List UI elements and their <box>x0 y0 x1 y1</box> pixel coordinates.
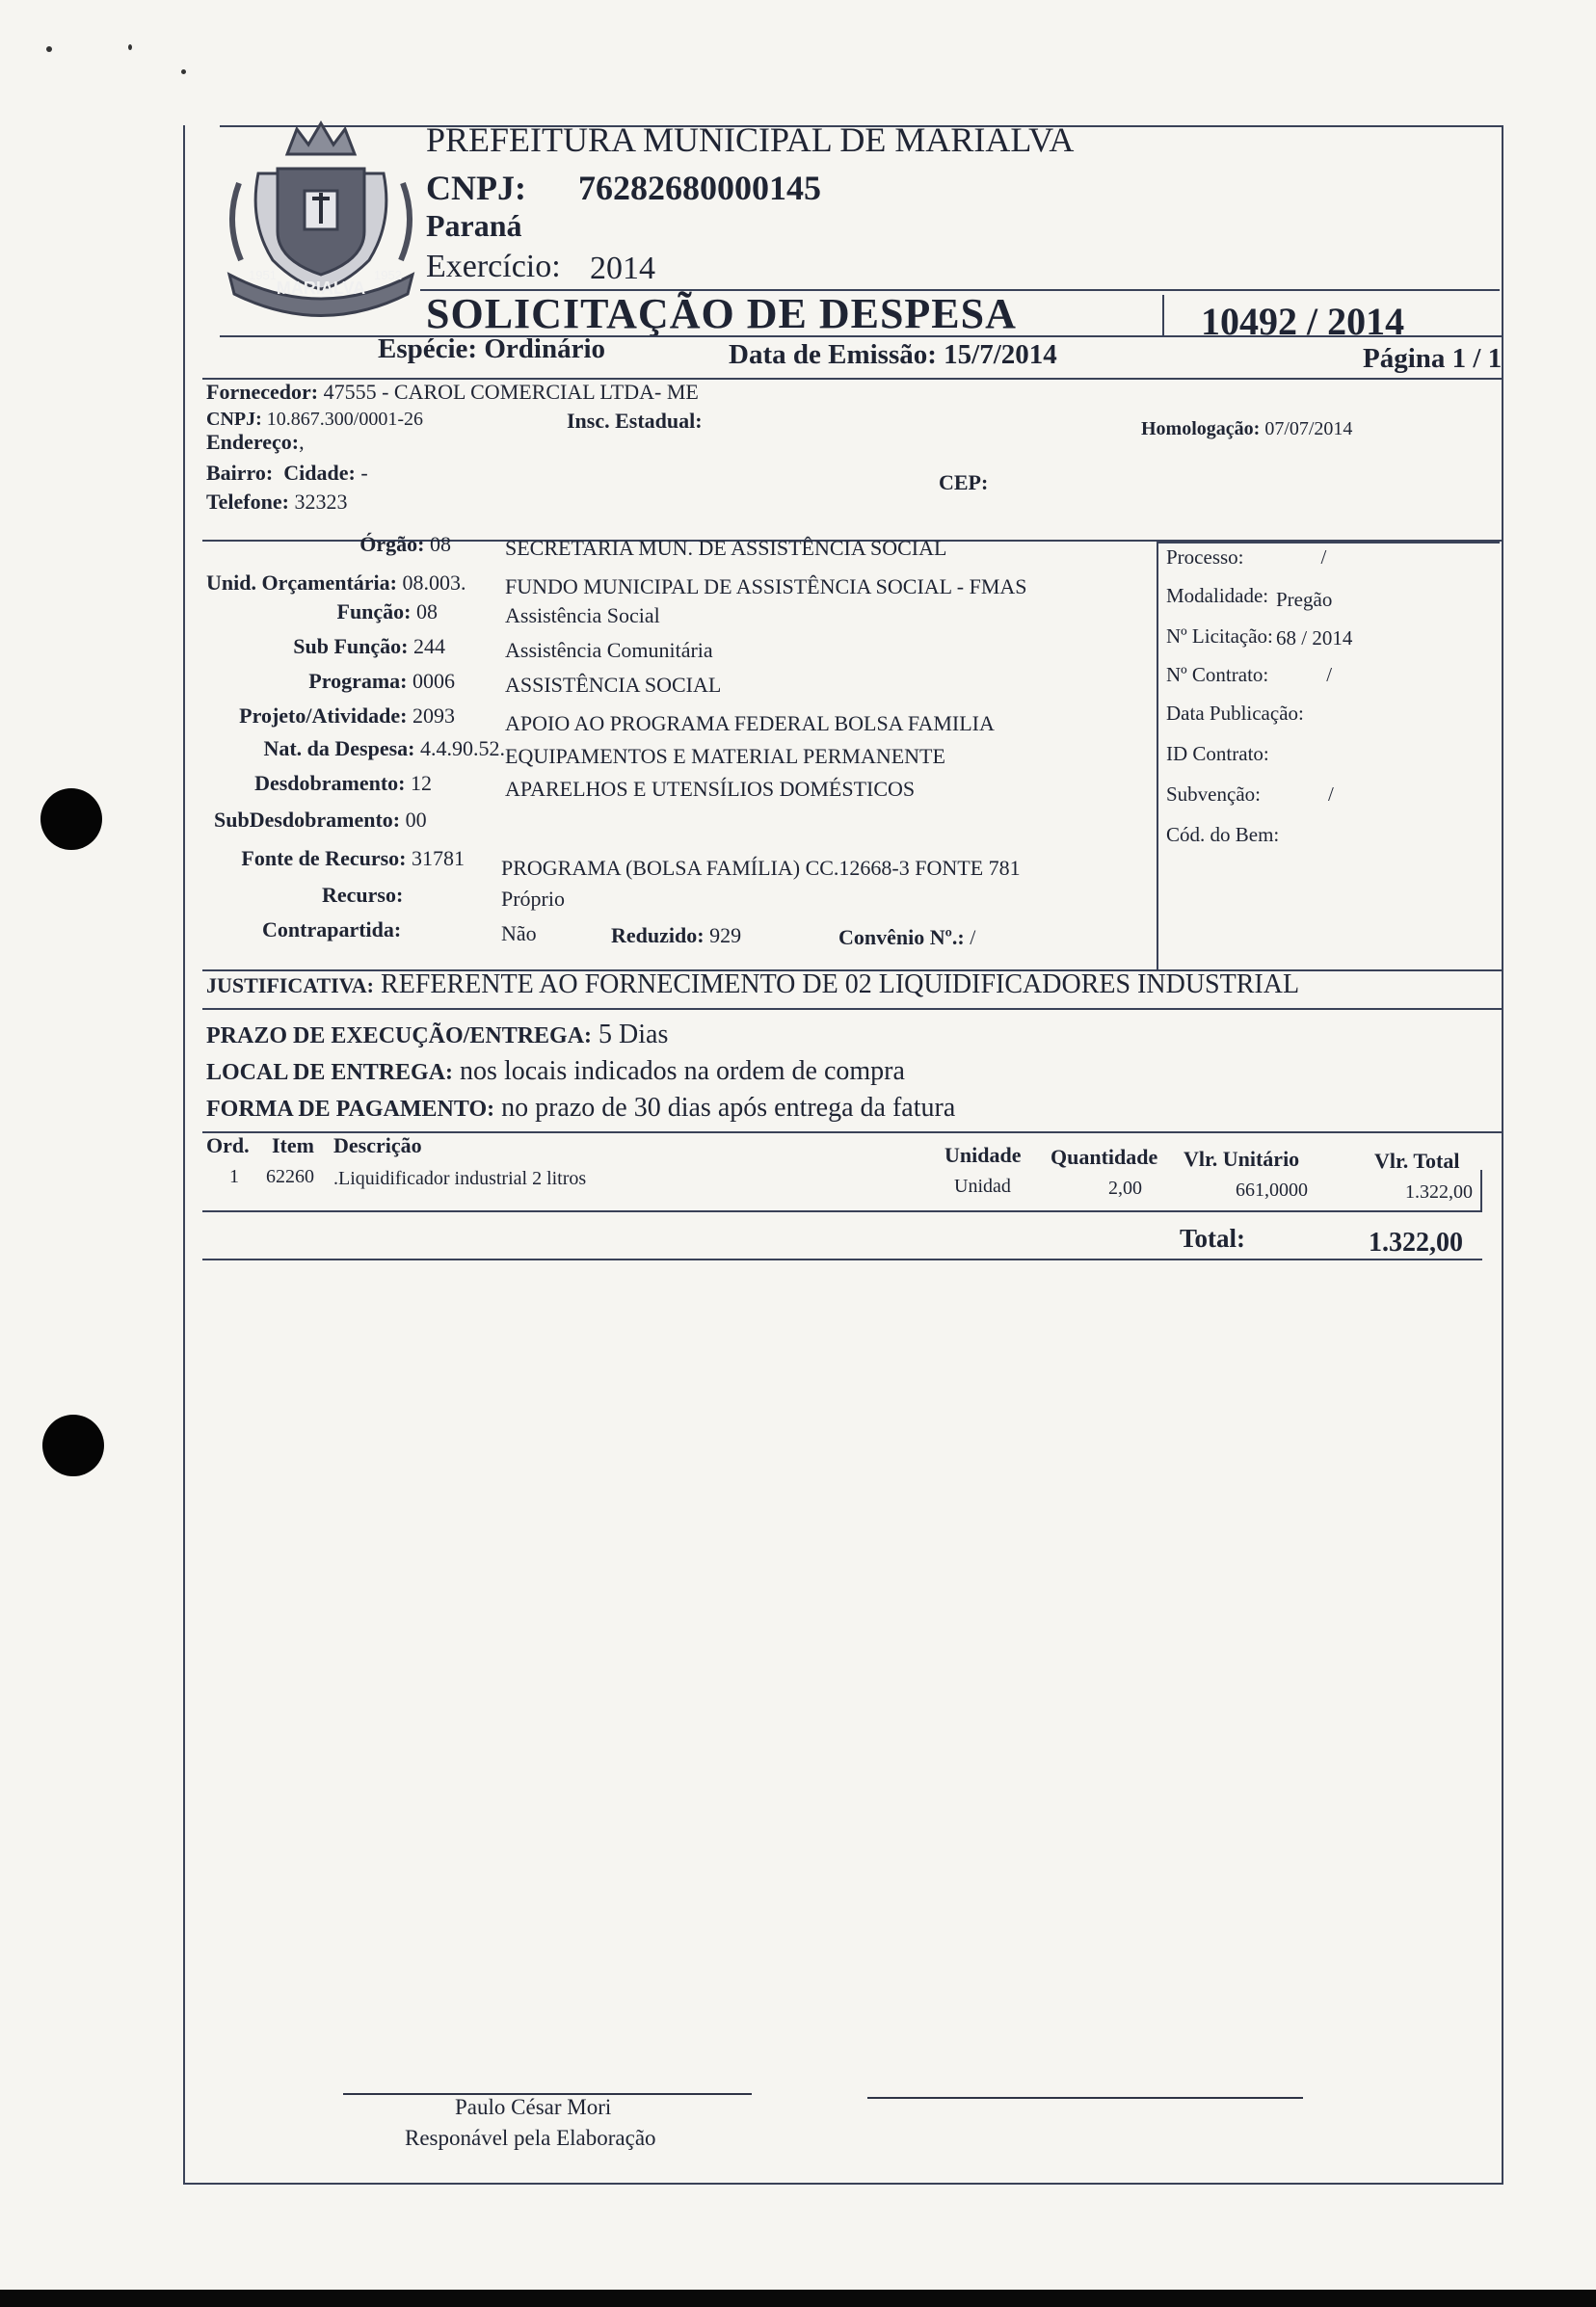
scan-speck <box>181 69 186 74</box>
scan-edge <box>0 2290 1596 2307</box>
processo-label: Processo: <box>1166 545 1244 569</box>
prazo-label: PRAZO DE EXECUÇÃO/ENTREGA: <box>206 1023 593 1048</box>
row-ord: 1 <box>229 1166 239 1187</box>
punch-hole <box>40 788 102 850</box>
justification-label: JUSTIFICATIVA: <box>206 973 375 997</box>
local-value: nos locais indicados na ordem de compra <box>460 1056 905 1086</box>
contrato-label: Nº Contrato: <box>1166 663 1269 686</box>
modalidade-label: Modalidade: <box>1166 584 1269 607</box>
endereco-value: , <box>299 430 305 454</box>
col-descricao: Descrição <box>333 1133 422 1157</box>
unid-code: 08.003. <box>402 570 466 595</box>
funcao-label: Função: <box>336 599 412 623</box>
title-number-divider <box>1162 295 1164 337</box>
projeto-label: Projeto/Atividade: <box>239 703 408 728</box>
cidade-label: Cidade: <box>283 461 356 485</box>
subdesdobramento-label: SubDesdobramento: <box>214 808 401 832</box>
total-bottom-line <box>202 1259 1482 1260</box>
crest-year-left: 1951 <box>249 268 277 282</box>
contrapartida-value: Não <box>501 921 537 945</box>
subdesdobramento-code: 00 <box>405 808 427 832</box>
emission-date: Data de Emissão: 15/7/2014 <box>729 339 1057 370</box>
cod-bem-label: Cód. do Bem: <box>1166 823 1280 846</box>
col-unidade: Unidade <box>944 1143 1022 1167</box>
reduzido-value: 929 <box>709 923 742 947</box>
desdobramento-label: Desdobramento: <box>254 771 406 795</box>
publicacao-label: Data Publicação: <box>1166 702 1304 725</box>
document-title: SOLICITAÇÃO DE DESPESA <box>426 290 1017 337</box>
crest-year-right: 1952 <box>374 268 402 282</box>
contrato-value: / <box>1326 663 1333 686</box>
col-unitario: Vlr. Unitário <box>1184 1147 1300 1171</box>
total-label: Total: <box>1180 1224 1246 1253</box>
subfuncao-desc: Assistência Comunitária <box>505 638 713 662</box>
col-ord: Ord. <box>206 1133 250 1157</box>
cep-label: CEP: <box>939 470 989 494</box>
header-cnpj-value: 76282680000145 <box>578 169 821 207</box>
funcao-code: 08 <box>416 599 438 623</box>
subfuncao-label: Sub Função: <box>293 634 409 658</box>
homologacao-value: 07/07/2014 <box>1264 418 1353 439</box>
projeto-code: 2093 <box>412 703 455 728</box>
unid-label: Unid. Orçamentária: <box>206 570 397 595</box>
pagamento-value: no prazo de 30 dias após entrega da fatura <box>501 1093 956 1123</box>
supplier-value: 47555 - CAROL COMERCIAL LTDA- ME <box>323 380 699 404</box>
scan-speck <box>46 46 52 52</box>
natureza-code: 4.4.90.52. <box>420 736 505 760</box>
page-indicator: Página 1 / 1 <box>1363 343 1503 374</box>
process-column-divider <box>1157 542 1158 971</box>
col-quantidade: Quantidade <box>1051 1145 1158 1169</box>
signatory-role: Responável pela Elaboração <box>405 2126 656 2150</box>
municipality-title: PREFEITURA MUNICIPAL DE MARIALVA <box>426 120 1075 159</box>
convenio-value: / <box>970 925 976 949</box>
process-top-line <box>1158 542 1500 544</box>
fonte-label: Fonte de Recurso: <box>241 846 407 870</box>
endereco-label: Endereço: <box>206 430 300 454</box>
modalidade-value: Pregão <box>1276 588 1333 611</box>
orgao-desc: SECRETARIA MUN. DE ASSISTÊNCIA SOCIAL <box>505 536 947 560</box>
subvencao-value: / <box>1327 782 1334 806</box>
recurso-value: Próprio <box>501 887 565 911</box>
natureza-desc: EQUIPAMENTOS E MATERIAL PERMANENTE <box>505 744 945 768</box>
especie: Espécie: Ordinário <box>378 333 606 364</box>
supplier-label: Fornecedor: <box>206 380 319 404</box>
signature-line-right <box>867 2097 1303 2099</box>
programa-code: 0006 <box>412 669 455 693</box>
row-unitario: 661,0000 <box>1236 1180 1308 1201</box>
document-number: 10492 / 2014 <box>1201 300 1405 343</box>
convenio-label: Convênio Nº.: <box>838 925 965 949</box>
licitacao-value: 68 / 2014 <box>1276 626 1353 650</box>
exercise-label: Exercício: <box>426 249 561 284</box>
subvencao-label: Subvenção: <box>1166 782 1261 806</box>
projeto-desc: APOIO AO PROGRAMA FEDERAL BOLSA FAMILIA <box>505 711 995 735</box>
id-contrato-label: ID Contrato: <box>1166 742 1269 765</box>
row-bottom-line <box>202 1210 1482 1212</box>
scan-speck <box>128 44 132 50</box>
desdobramento-desc: APARELHOS E UTENSÍLIOS DOMÉSTICOS <box>505 777 916 801</box>
total-value: 1.322,00 <box>1369 1228 1463 1258</box>
desdobramento-code: 12 <box>411 771 432 795</box>
fonte-desc: PROGRAMA (BOLSA FAMÍLIA) CC.12668-3 FONTE 781 <box>501 856 1021 880</box>
local-label: LOCAL DE ENTREGA: <box>206 1060 454 1085</box>
contrapartida-label: Contrapartida: <box>262 917 402 941</box>
prazo-value: 5 Dias <box>598 1020 669 1049</box>
cidade-value: - <box>360 461 368 485</box>
header-state: Paraná <box>426 208 522 243</box>
programa-desc: ASSISTÊNCIA SOCIAL <box>505 673 722 697</box>
fonte-code: 31781 <box>412 846 465 870</box>
municipal-crest-icon <box>220 116 422 323</box>
licitacao-label: Nº Licitação: <box>1166 624 1273 648</box>
programa-label: Programa: <box>308 669 408 693</box>
header-cnpj-label: CNPJ: <box>426 169 526 207</box>
homologacao-label: Homologação: <box>1141 418 1261 439</box>
exercise-value: 2014 <box>590 251 655 286</box>
unid-desc: FUNDO MUNICIPAL DE ASSISTÊNCIA SOCIAL - FMAS <box>505 574 1027 598</box>
recurso-label: Recurso: <box>322 883 404 907</box>
col-total: Vlr. Total <box>1374 1149 1460 1173</box>
telefone-label: Telefone: <box>206 490 289 514</box>
insc-estadual-label: Insc. Estadual: <box>567 409 703 433</box>
row-unidade: Unidad <box>954 1176 1011 1197</box>
col-item: Item <box>272 1133 314 1157</box>
crest-ribbon-text: MARIALVA <box>276 278 366 298</box>
telefone-value: 32323 <box>294 490 348 514</box>
row-item: 62260 <box>266 1166 314 1187</box>
supplier-cnpj-value: 10.867.300/0001-26 <box>266 409 423 430</box>
orgao-code: 08 <box>430 532 451 556</box>
orgao-label: Órgão: <box>359 532 425 556</box>
supplier-cnpj-label: CNPJ: <box>206 409 262 430</box>
funcao-desc: Assistência Social <box>505 603 660 627</box>
punch-hole <box>42 1415 104 1476</box>
processo-value: / <box>1320 545 1327 569</box>
subfuncao-code: 244 <box>413 634 445 658</box>
signatory-name: Paulo César Mori <box>455 2095 612 2119</box>
natureza-label: Nat. da Despesa: <box>263 736 415 760</box>
row-quantidade: 2,00 <box>1108 1178 1142 1199</box>
row-descricao: .Liquidificador industrial 2 litros <box>333 1168 587 1189</box>
justification-bottom-line <box>202 1008 1502 1010</box>
row-total: 1.322,00 <box>1405 1181 1473 1203</box>
justification-value: REFERENTE AO FORNECIMENTO DE 02 LIQUIDIFICADORES INDUSTRIAL <box>381 969 1300 999</box>
reduzido-label: Reduzido: <box>611 923 705 947</box>
pagamento-label: FORMA DE PAGAMENTO: <box>206 1097 495 1122</box>
row-end-divider <box>1480 1170 1482 1210</box>
bairro-label: Bairro: <box>206 461 274 485</box>
